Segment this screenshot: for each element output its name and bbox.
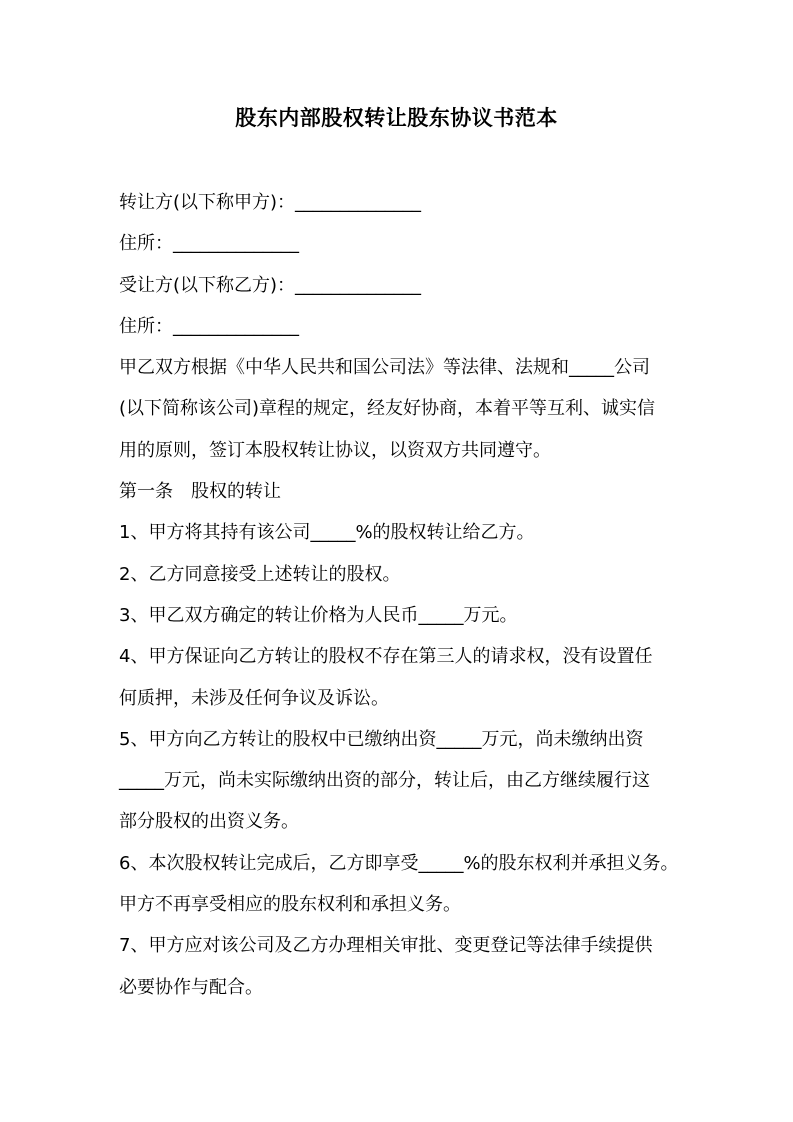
preamble-paragraph (119, 347, 679, 471)
clause-line: 何质押，未涉及任何争议及诉讼。 (119, 687, 389, 709)
clause-7 (119, 925, 679, 1008)
clause-line: 7、甲方应对该公司及乙方办理相关审批、变更登记等法律手续提供 (119, 935, 653, 957)
clause-line: 5、甲方向乙方转让的股权中已缴纳出资_____万元，尚未缴纳出资 (119, 728, 644, 750)
clause-line: 6、本次股权转让完成后，乙方即享受_____%的股东权利并承担义务。 (119, 852, 679, 874)
clause-line: 2、乙方同意接受上述转让的股权。 (119, 563, 401, 585)
clause-line: 甲方不再享受相应的股东权利和承担义务。 (119, 894, 461, 916)
preamble-line: (以下简称该公司)章程的规定，经友好协商，本着平等互利、诚实信 (119, 398, 656, 420)
clause-4 (119, 636, 679, 719)
preamble-line: 甲乙双方根据《中华人民共和国公司法》等法律、法规和_____公司 (119, 357, 650, 379)
clause-3 (119, 595, 679, 636)
clause-5 (119, 719, 679, 843)
clause-1 (119, 512, 679, 553)
clause-2 (119, 554, 679, 595)
clause-6 (119, 843, 679, 926)
clause-line: 3、甲乙双方确定的转让价格为人民币_____万元。 (119, 604, 518, 626)
clause-line: 必要协作与配合。 (119, 976, 263, 998)
clause-line: 1、甲方将其持有该公司_____%的股权转让给乙方。 (119, 522, 535, 544)
preamble-line: 用的原则，签订本股权转让协议，以资双方共同遵守。 (119, 439, 551, 461)
clause-line: 4、甲方保证向乙方转让的股权不存在第三人的请求权，没有设置任 (119, 646, 653, 668)
transferor-line: 转让方(以下称甲方)：______________ (119, 192, 422, 213)
transferee-line: 受让方(以下称乙方)：______________ (119, 274, 422, 296)
article-1-heading: 第一条 股权的转让 (119, 481, 281, 503)
clause-line: _____万元，尚未实际缴纳出资的部分，转让后，由乙方继续履行这 (119, 770, 650, 792)
document-body (119, 182, 679, 1008)
clause-line: 部分股权的出资义务。 (119, 811, 299, 833)
document-title: 股东内部股权转让股东协议书范本 (235, 106, 558, 130)
transferee-address-line: 住所：______________ (119, 315, 299, 337)
transferor-address-line: 住所：______________ (119, 233, 299, 255)
